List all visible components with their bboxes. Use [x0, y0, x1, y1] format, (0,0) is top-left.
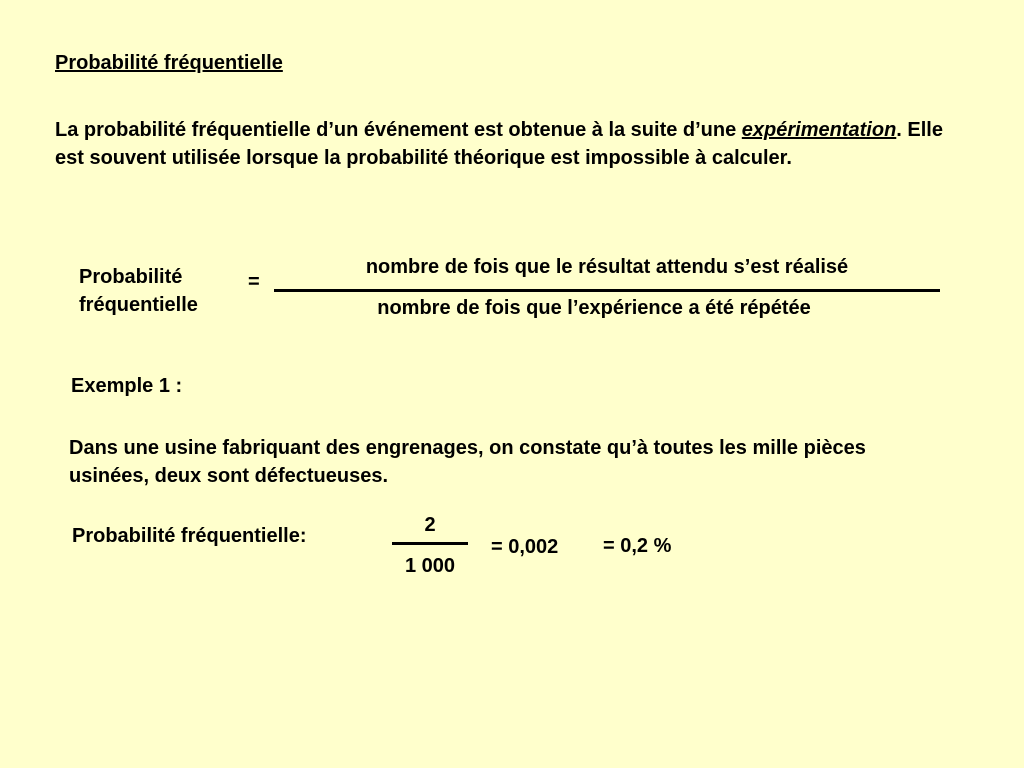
intro-text-part2: . Elle est souvent utilisée lorsque la probabilité théorique est impossible à calculer. — [55, 119, 943, 169]
formula-fraction-bar — [274, 289, 940, 292]
intro-text-part1: La probabilité fréquentielle d’un événement est obtenue à la suite d’une — [55, 119, 742, 141]
example-result-percent: = 0,2 % — [603, 535, 672, 557]
intro-emphasis: expérimentation — [741, 119, 897, 141]
formula-label-line1: Probabilité — [79, 266, 183, 288]
formula-denominator: nombre de fois que l’expérience a été répétée — [377, 297, 811, 319]
page-title: Probabilité fréquentielle — [55, 52, 283, 74]
intro-paragraph — [55, 116, 955, 172]
example-denominator: 1 000 — [404, 555, 456, 577]
formula-label — [79, 263, 198, 319]
example-label: Probabilité fréquentielle: — [72, 525, 307, 547]
formula-numerator: nombre de fois que le résultat attendu s’est réalisé — [365, 256, 849, 278]
example-result-decimal: = 0,002 — [491, 536, 559, 558]
formula-label-line2: fréquentielle — [79, 294, 198, 316]
example-numerator: 2 — [424, 514, 436, 536]
example-text: Dans une usine fabriquant des engrenages, on constate qu’à toutes les mille pièces usinées, deux sont défectueuses. — [69, 437, 866, 487]
example-fraction-bar — [392, 542, 468, 545]
formula-equals-sign: = — [248, 271, 260, 293]
example-title: Exemple 1 : — [71, 375, 183, 397]
